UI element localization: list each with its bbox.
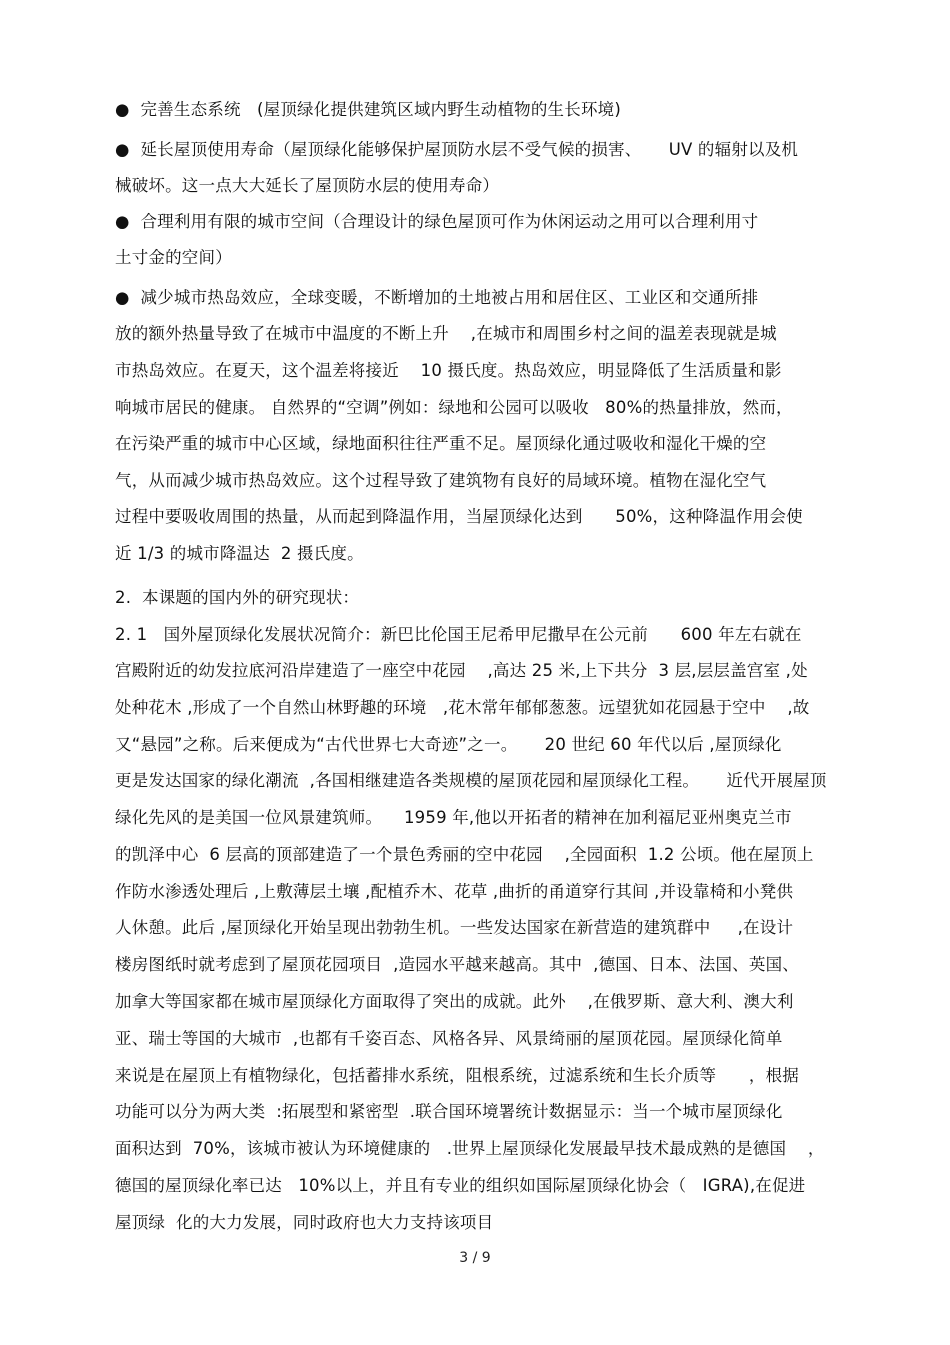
text-line: ● 合理利用有限的城市空间（合理设计的绿色屋顶可作为休闲运动之用可以合理利用寸 [115,212,759,231]
text-line: 械破坏。这一点大大延长了屋顶防水层的使用寿命） [115,176,500,195]
text-line: 屋顶绿 化的大力发展，同时政府也大力支持该项目 [115,1213,494,1232]
text-line: 作防水渗透处理后 ,上敷薄层土壤 ,配植乔木、花草 ,曲折的甬道穿行其间 ,并设靠椅和小凳供 [115,882,794,901]
text-line: 绿化先风的是美国一位风景建筑师。 1959 年,他以开拓者的精神在加利福尼亚州奥克兰市 [115,808,792,827]
text-line: 处种花木 ,形成了一个自然山林野趣的环境 ,花木常年郁郁葱葱。远望犹如花园悬于空中 ,故 [115,698,810,717]
text-line: 亚、瑞士等国的大城市 ,也都有千姿百态、风格各异、风景绮丽的屋顶花园。屋顶绿化简单 [115,1029,783,1048]
text-line: ● 延长屋顶使用寿命（屋顶绿化能够保护屋顶防水层不受气候的损害、 UV 的辐射以及机 [115,140,799,159]
text-line: ● 减少城市热岛效应，全球变暖，不断增加的土地被占用和居住区、工业区和交通所排 [115,288,759,307]
text-line: 在污染严重的城市中心区域，绿地面积往往严重不足。屋顶绿化通过吸收和湿化干燥的空 [115,434,767,453]
text-line: 气，从而减少城市热岛效应。这个过程导致了建筑物有良好的局域环境。植物在湿化空气 [115,471,767,490]
text-line: 楼房图纸时就考虑到了屋顶花园项目 ,造园水平越来越高。其中 ,德国、日本、法国、英国、 [115,955,799,974]
text-line: 又“悬园”之称。后来便成为“古代世界七大奇迹”之一。 20 世纪 60 年代以后 ,屋顶绿化 [115,735,782,754]
text-line: 面积达到 70%，该城市被认为环境健康的 .世界上屋顶绿化发展最早技术最成熟的是德国 ， [115,1139,825,1158]
text-line: ● 完善生态系统 (屋顶绿化提供建筑区域内野生动植物的生长环境) [115,100,621,119]
text-line: 功能可以分为两大类 :拓展型和紧密型 .联合国环境署统计数据显示：当一个城市屋顶绿化 [115,1102,783,1121]
text-line: 响城市居民的健康。 自然界的“空调”例如：绿地和公园可以吸收 80%的热量排放，然而， [115,398,793,417]
text-line: 土寸金的空间） [115,248,232,267]
page-number: 3 / 9 [459,1250,491,1266]
text-line: 近 1/3 的城市降温达 2 摄氏度。 [115,544,364,563]
text-line: 更是发达国家的绿化潮流 ,各国相继建造各类规模的屋顶花园和屋顶绿化工程。 近代开展屋顶 [115,771,827,790]
text-line: 德国的屋顶绿化率已达 10%以上，并且有专业的组织如国际屋顶绿化协会（ IGRA),在促进 [115,1176,806,1195]
text-line: 放的额外热量导致了在城市中温度的不断上升 ,在城市和周围乡村之间的温差表现就是城 [115,324,777,343]
text-line: 过程中要吸收周围的热量，从而起到降温作用，当屋顶绿化达到 50%，这种降温作用会使 [115,507,803,526]
text-line: 2. 1 国外屋顶绿化发展状况简介：新巴比伦国王尼希甲尼撒早在公元前 600 年左右就在 [115,625,802,644]
text-line: 宫殿附近的幼发拉底河沿岸建造了一座空中花园 ,高达 25 米,上下共分 3 层,层层盖宫室 ,处 [115,661,808,680]
text-line: 人休憩。此后 ,屋顶绿化开始呈现出勃勃生机。一些发达国家在新营造的建筑群中 ,在设计 [115,918,794,937]
text-line: 市热岛效应。在夏天，这个温差将接近 10 摄氏度。热岛效应，明显降低了生活质量和影 [115,361,782,380]
text-line: 加拿大等国家都在城市屋顶绿化方面取得了突出的成就。此外 ,在俄罗斯、意大利、澳大利 [115,992,794,1011]
text-line: 来说是在屋顶上有植物绿化，包括蓄排水系统，阻根系统，过滤系统和生长介质等 ，根据 [115,1066,799,1085]
text-line: 2. 本课题的国内外的研究现状： [115,588,360,607]
text-line: 的凯泽中心 6 层高的顶部建造了一个景色秀丽的空中花园 ,全园面积 1.2 公顷。他在屋顶上 [115,845,814,864]
